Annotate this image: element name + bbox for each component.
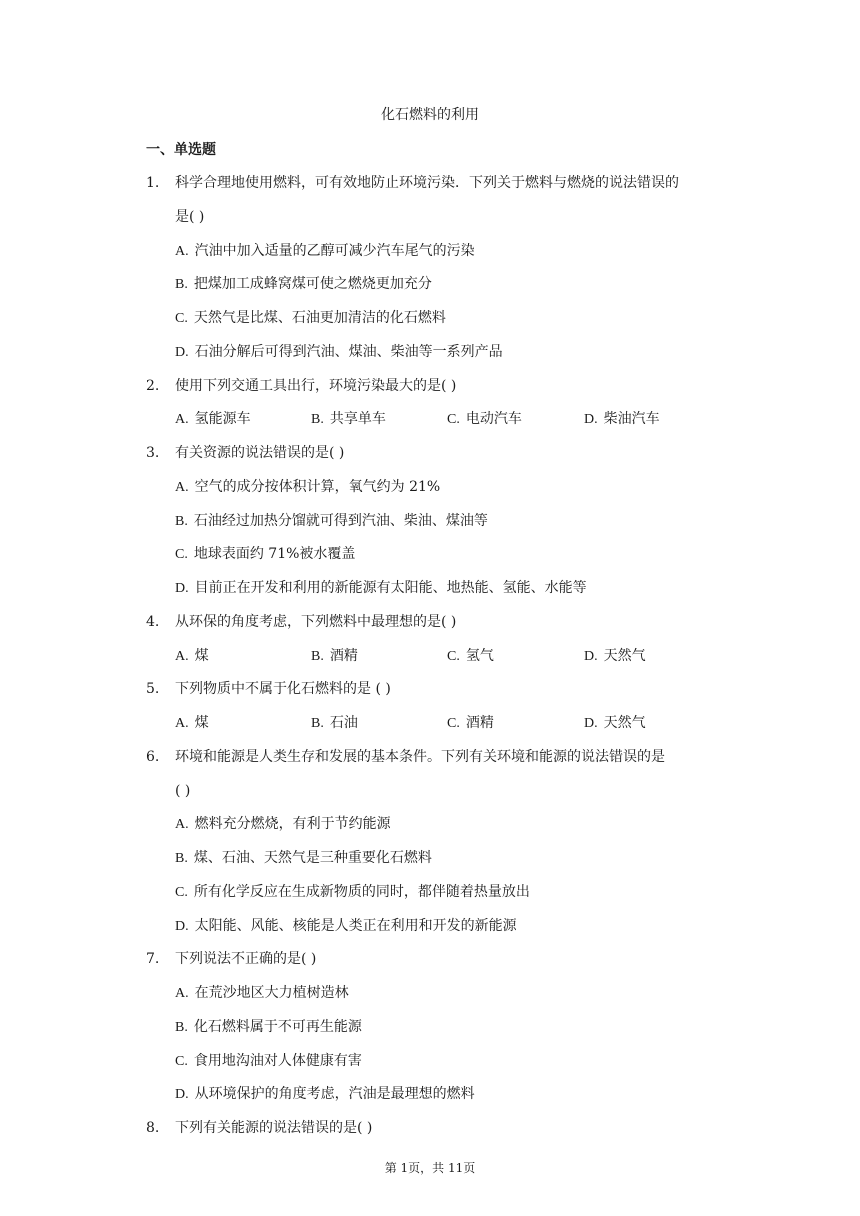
option-label: A. [175, 817, 189, 833]
option-text: 空气的成分按体积计算，氧气约为 21% [194, 478, 441, 495]
option-text: 共享单车 [329, 411, 386, 428]
option-label: C. [447, 648, 460, 664]
option-label: A. [175, 412, 189, 428]
option-label: B. [175, 851, 188, 866]
question-number: 3. [146, 445, 160, 461]
question-stem: 是( ) [175, 208, 205, 225]
answer-option [175, 916, 517, 937]
option-label: A. [175, 986, 189, 1001]
option-label: B. [175, 513, 188, 529]
option-text: 柴油汽车 [603, 411, 660, 428]
answer-option [175, 342, 503, 363]
option-text: 煤、石油、天然气是三种重要化石燃料 [193, 850, 432, 866]
option-label: D. [584, 412, 598, 428]
option-label: D. [175, 581, 189, 596]
option-text: 煤 [194, 647, 209, 664]
question-stem: 科学合理地使用燃料，可有效地防止环境污染．下列关于燃料与燃烧的说法错误的 [175, 175, 679, 191]
question-stem: 下列说法不正确的是( ) [175, 951, 317, 968]
question-stem: 下列物质中不属于化石燃料的是 ( ) [175, 681, 391, 698]
option-text: 电动汽车 [465, 411, 522, 428]
option-label: C. [175, 547, 188, 563]
question-stem: 从环保的角度考虑，下列燃料中最理想的是( ) [175, 613, 457, 630]
question-stem: 环境和能源是人类生存和发展的基本条件。下列有关环境和能源的说法错误的是 [175, 748, 665, 765]
answer-option [584, 713, 646, 734]
answer-option [311, 713, 358, 734]
answer-option [175, 274, 432, 295]
option-text: 地球表面约 71%被水覆盖 [193, 546, 356, 563]
answer-option [175, 646, 209, 667]
answer-option [175, 511, 488, 532]
question-number: 6. [146, 748, 160, 765]
option-text: 燃料充分燃烧，有利于节约能源 [194, 816, 391, 833]
question-number: 7. [146, 951, 160, 968]
option-label: B. [175, 277, 188, 293]
option-text: 把煤加工成蜂窝煤可使之燃烧更加充分 [193, 276, 432, 293]
question-stem: ( ) [175, 782, 191, 799]
option-text: 天然气 [603, 647, 646, 664]
question-stem: 有关资源的说法错误的是( ) [175, 445, 345, 461]
answer-option [175, 578, 587, 599]
option-label: C. [175, 1053, 188, 1069]
option-text: 煤 [194, 715, 209, 731]
question-number: 1. [146, 175, 160, 191]
option-label: C. [175, 311, 188, 326]
answer-option [175, 308, 446, 329]
option-label: D. [175, 918, 189, 934]
question-stem: 下列有关能源的说法错误的是( ) [175, 1120, 373, 1136]
section-heading: 一、单选题 [146, 142, 216, 158]
answer-option [311, 646, 358, 667]
option-label: D. [584, 716, 598, 731]
option-text: 汽油中加入适量的乙醇可减少汽车尾气的污染 [194, 242, 475, 259]
option-text: 从环境保护的角度考虑，汽油是最理想的燃料 [194, 1086, 475, 1103]
answer-option [584, 646, 646, 667]
answer-option [584, 409, 660, 430]
answer-option [447, 409, 522, 430]
question-number: 8. [146, 1120, 160, 1136]
answer-option [175, 477, 440, 498]
option-text: 在荒沙地区大力植树造林 [194, 985, 349, 1001]
answer-option [175, 1017, 362, 1038]
answer-option [175, 882, 530, 903]
option-text: 石油 [329, 715, 358, 731]
answer-option [175, 1084, 475, 1105]
option-label: D. [175, 344, 189, 360]
option-label: D. [584, 648, 598, 664]
option-text: 天然气是比煤、石油更加清洁的化石燃料 [193, 310, 446, 326]
page-footer: 第 1页，共 11页 [384, 1161, 476, 1175]
answer-option [175, 1051, 362, 1072]
option-label: B. [311, 412, 324, 428]
option-text: 氢能源车 [194, 411, 251, 428]
answer-option [175, 983, 349, 1004]
answer-option [175, 409, 251, 430]
option-label: C. [447, 716, 460, 731]
option-text: 石油分解后可得到汽油、煤油、柴油等一系列产品 [194, 343, 503, 360]
option-text: 化石燃料属于不可再生能源 [193, 1018, 362, 1035]
answer-option [175, 713, 209, 734]
answer-option [447, 646, 494, 667]
answer-option [175, 814, 391, 835]
answer-option [175, 848, 432, 869]
answer-option [447, 713, 494, 734]
option-text: 所有化学反应在生成新物质的同时，都伴随着热量放出 [193, 883, 530, 900]
option-text: 食用地沟油对人体健康有害 [193, 1052, 362, 1069]
option-label: B. [311, 648, 324, 664]
answer-option [175, 544, 355, 565]
option-label: A. [175, 648, 189, 664]
question-number: 5. [146, 681, 160, 698]
question-stem: 使用下列交通工具出行，环境污染最大的是( ) [175, 377, 457, 394]
option-label: D. [175, 1087, 189, 1103]
question-number: 4. [146, 613, 160, 630]
question-number: 2. [146, 377, 160, 394]
option-label: A. [175, 479, 189, 495]
option-text: 氢气 [465, 647, 494, 664]
option-label: C. [175, 884, 188, 900]
option-text: 目前正在开发和利用的新能源有太阳能、地热能、氢能、水能等 [194, 580, 587, 596]
option-text: 天然气 [603, 715, 646, 731]
option-text: 酒精 [329, 647, 358, 664]
option-label: C. [447, 412, 460, 428]
option-label: B. [175, 1019, 188, 1035]
option-label: A. [175, 243, 189, 259]
answer-option [311, 409, 386, 430]
answer-option [175, 241, 475, 262]
document-title: 化石燃料的利用 [381, 107, 479, 123]
option-text: 酒精 [465, 715, 494, 731]
option-text: 太阳能、风能、核能是人类正在利用和开发的新能源 [194, 917, 517, 934]
option-label: B. [311, 716, 324, 731]
option-text: 石油经过加热分馏就可得到汽油、柴油、煤油等 [193, 512, 488, 529]
option-label: A. [175, 716, 189, 731]
